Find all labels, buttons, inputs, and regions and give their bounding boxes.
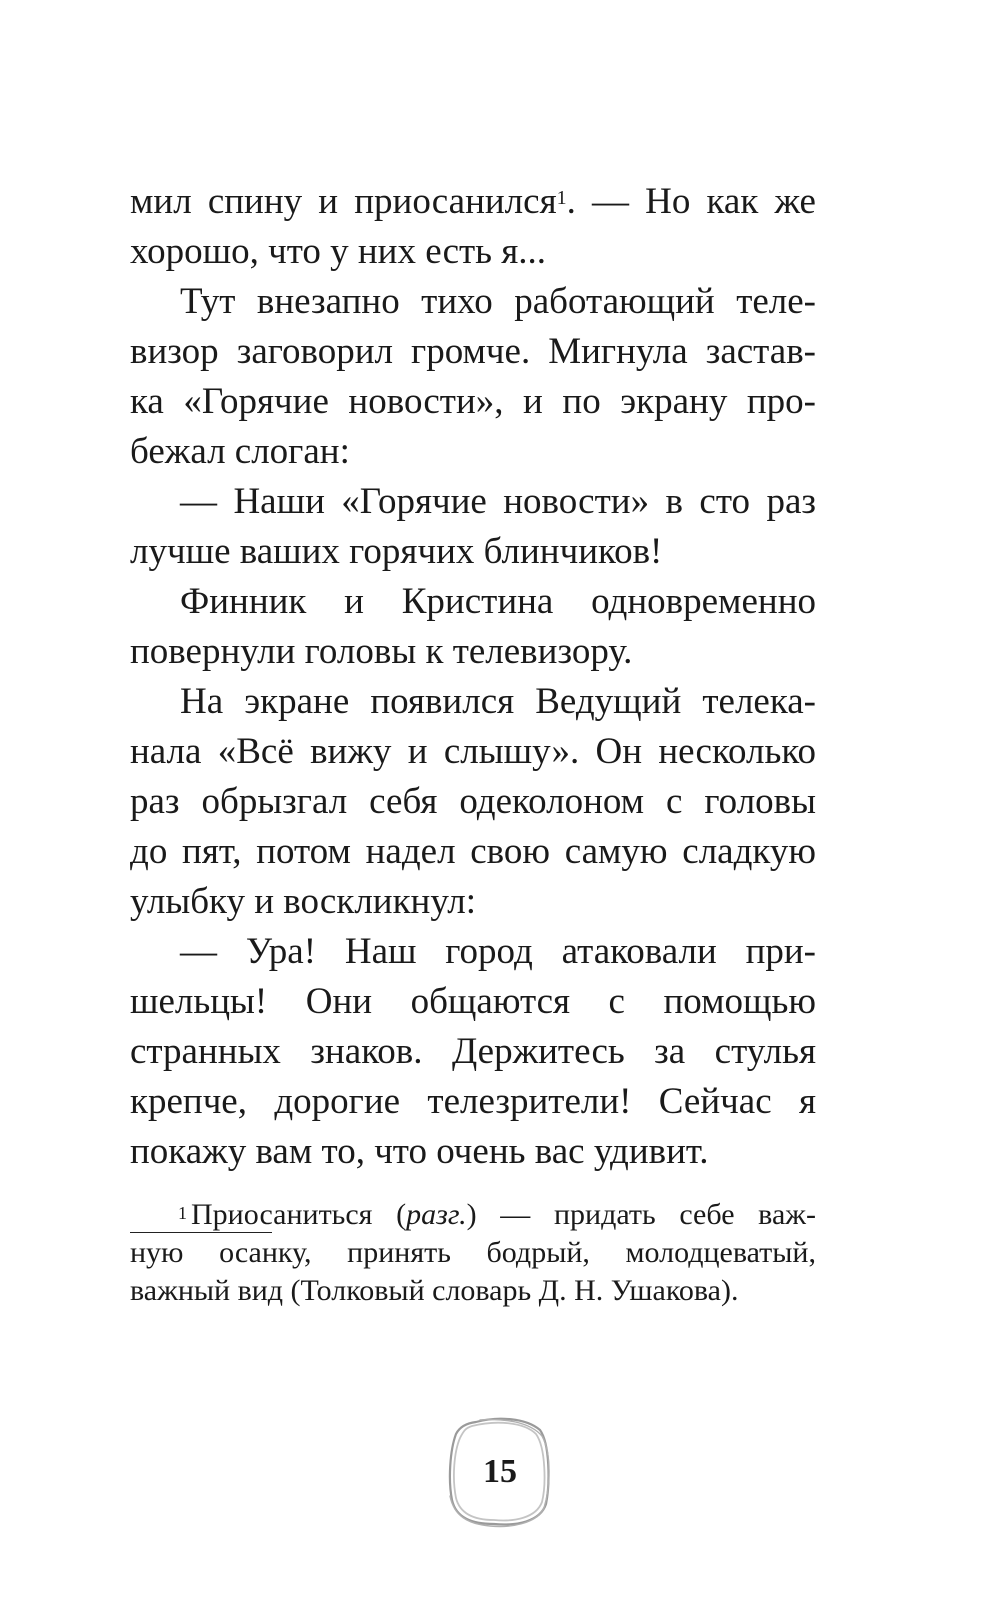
footnote-reference: 1 [556,187,567,209]
text-line-2: хорошо, что у них есть я... [130,231,547,272]
text-line-20: покажу вам то, что очень вас удивит. [130,1131,709,1172]
text-line-1: мил спину и приосанился$^1$. — Но как же [130,181,816,222]
text-line-13: раз обрызгал себя одеколоном с головы [130,781,816,822]
text-line-7: — Наши «Горячие новости» в сто раз [180,481,816,522]
text-line-17: шельцы! Они общаются с помощью [130,981,816,1022]
text-line-5: ка «Горячие новости», и по экрану про- [130,381,816,422]
footnote-line-1: $^1$ Приосаниться (разг.) — придать себе важ- [178,1198,816,1231]
text-line-15: улыбку и воскликнул: [130,881,476,922]
text-line-10: повернули головы к телевизору. [130,631,633,672]
text-line-19: крепче, дорогие телезрители! Сейчас я [130,1081,816,1122]
text-line-16: — Ура! Наш город атаковали при- [180,931,816,972]
page-number: 15 [483,1453,517,1490]
text-line-3: Тут внезапно тихо работающий теле- [180,281,816,322]
footnote-mark: 1 [178,1203,187,1223]
text-line-9: Финник и Кристина одновременно [180,581,816,622]
footnote-separator [130,1232,272,1233]
text-line-12: нала «Всё вижу и слышу». Он несколько [130,731,816,772]
page-number-badge [446,1414,554,1530]
footnote-line-2: ную осанку, принять бодрый, молодцеватый, [130,1236,816,1269]
text-line-18: странных знаков. Держитесь за стулья [130,1031,816,1072]
footnote-line-3: важный вид (Толковый словарь Д. Н. Ушакова). [130,1274,739,1307]
text-line-11: На экране появился Ведущий телека- [180,681,816,722]
text-line-6: бежал слоган: [130,431,350,472]
text-line-4: визор заговорил громче. Мигнула застав- [130,331,816,372]
text-line-14: до пят, потом надел свою самую сладкую [130,831,816,872]
text-line-8: лучше ваших горячих блинчиков! [130,531,663,572]
